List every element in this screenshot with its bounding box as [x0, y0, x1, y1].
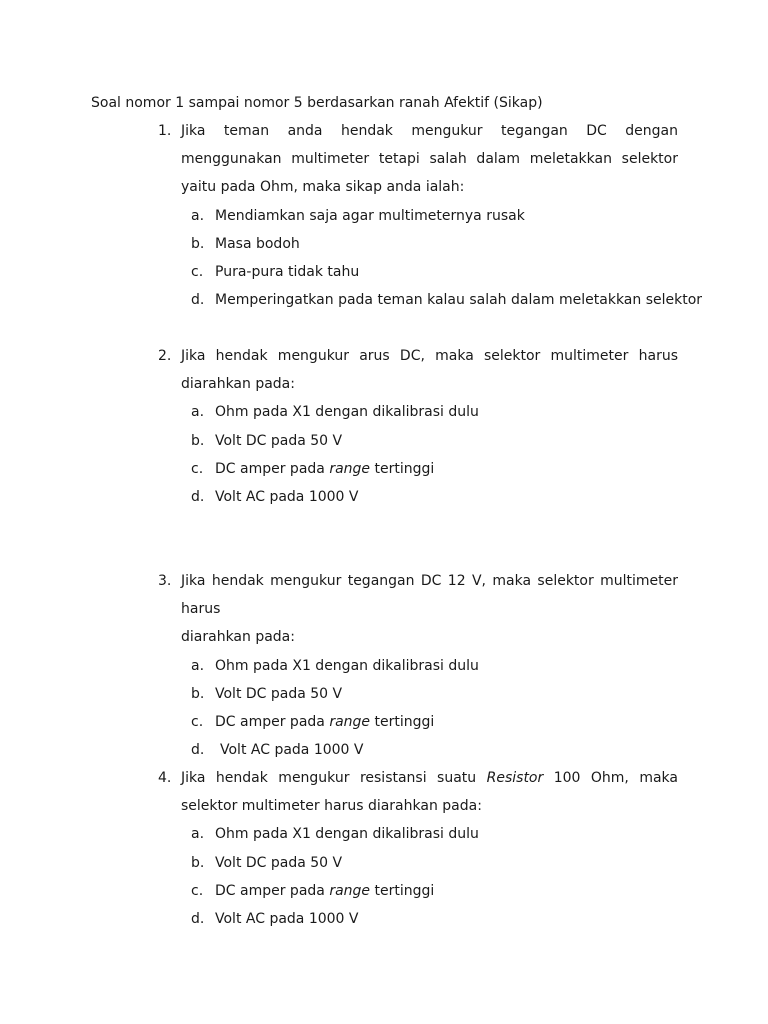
option-letter: d. [191, 292, 205, 309]
option-text: Volt DC pada 50 V [215, 685, 343, 702]
option-list [158, 820, 678, 933]
option-c [158, 455, 678, 483]
question-stem [158, 342, 678, 398]
section-heading: Soal nomor 1 sampai nomor 5 berdasarkan ranah Afektif (Sikap) [91, 95, 543, 111]
question-text: Jika teman anda hendak mengukur tegangan DC dengan menggunakan multimeter tetapi salah dalam meletakkan selektor yaitu pada Ohm, maka sikap anda ialah: [181, 123, 678, 196]
option-a [158, 652, 678, 680]
question-4 [158, 764, 678, 933]
option-a [158, 820, 678, 848]
question-2 [158, 342, 678, 511]
option-letter: c. [191, 460, 204, 477]
option-text: Masa bodoh [215, 235, 300, 252]
option-list [158, 652, 678, 765]
option-text [215, 461, 434, 477]
question-text-end: 100 Ohm, maka selektor multimeter harus diarahkan pada: [181, 770, 678, 815]
option-text: Ohm pada X1 dengan dikalibrasi dulu [215, 404, 479, 421]
option-text: Volt AC pada 1000 V [215, 911, 359, 928]
option-text-start: DC amper pada [215, 460, 330, 477]
option-text-italic: range [329, 882, 371, 899]
option-letter: c. [191, 714, 204, 731]
question-stem [158, 764, 678, 820]
option-letter: a. [191, 657, 205, 674]
option-a [158, 202, 678, 230]
option-text-end: tertinggi [370, 714, 435, 731]
option-list [158, 202, 703, 315]
option-list [158, 398, 678, 511]
option-d [158, 483, 678, 511]
option-letter: b. [191, 854, 205, 871]
question-number: 3. [158, 573, 172, 589]
question-number: 2. [158, 348, 172, 364]
option-text: Volt AC pada 1000 V [220, 742, 364, 759]
question-number: 4. [158, 770, 172, 786]
option-d [158, 905, 678, 933]
option-letter: d. [191, 489, 205, 506]
question-number: 1. [158, 123, 172, 139]
option-letter: a. [191, 207, 205, 224]
option-letter: c. [191, 264, 204, 281]
option-letter: d. [191, 742, 205, 759]
option-text: Volt AC pada 1000 V [215, 489, 359, 506]
option-text-end: tertinggi [370, 460, 435, 477]
option-c [158, 877, 678, 905]
option-letter: c. [191, 882, 204, 899]
option-text-italic: range [329, 460, 371, 477]
option-text: Mendiamkan saja agar multimeternya rusak [215, 207, 525, 224]
option-text: Ohm pada X1 dengan dikalibrasi dulu [215, 657, 479, 674]
question-stem [158, 567, 678, 652]
question-text-start: Jika hendak mengukur resistansi suatu [181, 770, 487, 786]
option-text [215, 714, 434, 730]
option-text: Volt DC pada 50 V [215, 432, 343, 449]
question-text-line-2: diarahkan pada: [181, 629, 295, 646]
option-c [158, 708, 678, 736]
question-1 [158, 117, 703, 314]
option-text-start: DC amper pada [215, 882, 330, 899]
option-letter: b. [191, 432, 205, 449]
option-b [158, 230, 678, 258]
question-text-line-2: diarahkan pada: [181, 376, 295, 393]
option-text: Memperingatkan pada teman kalau salah dalam meletakkan selektor [215, 292, 703, 309]
question-text-line-1: Jika hendak mengukur arus DC, maka selektor multimeter harus [181, 348, 678, 364]
question-text [181, 764, 678, 820]
question-text-line-1: Jika hendak mengukur tegangan DC 12 V, maka selektor multimeter harus [181, 573, 678, 618]
option-text: Ohm pada X1 dengan dikalibrasi dulu [215, 826, 479, 843]
option-letter: a. [191, 404, 205, 421]
option-b [158, 427, 678, 455]
option-letter: a. [191, 826, 205, 843]
option-b [158, 849, 678, 877]
question-text-italic: Resistor [486, 770, 544, 786]
option-text-end: tertinggi [370, 882, 435, 899]
option-text-italic: range [329, 714, 371, 731]
option-text: Pura-pura tidak tahu [215, 264, 360, 281]
option-letter: b. [191, 685, 205, 702]
option-letter: d. [191, 911, 205, 928]
question-3 [158, 567, 678, 764]
question-stem [158, 117, 678, 202]
option-text: Volt DC pada 50 V [215, 854, 343, 871]
option-c [158, 258, 678, 286]
option-b [158, 680, 678, 708]
option-text-start: DC amper pada [215, 714, 330, 731]
option-d [158, 736, 678, 764]
option-d [158, 286, 703, 314]
option-a [158, 398, 678, 426]
option-letter: b. [191, 235, 205, 252]
option-text [215, 883, 434, 899]
